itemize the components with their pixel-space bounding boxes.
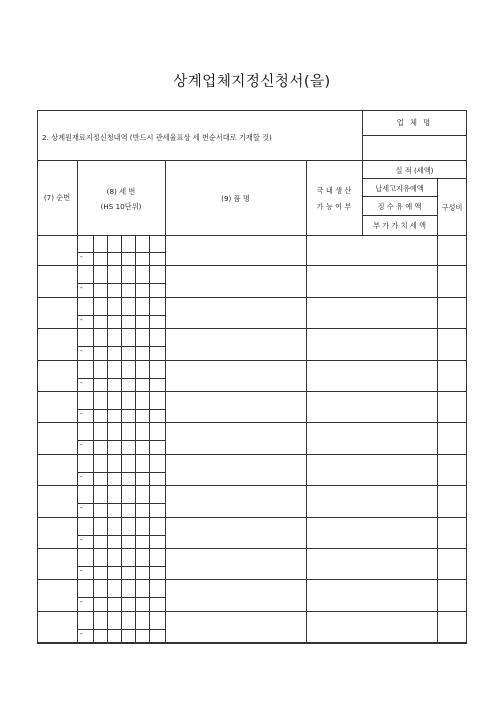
- row-separator: -: [80, 253, 83, 261]
- row-separator: -: [80, 410, 83, 418]
- table-row[interactable]: [37, 298, 467, 329]
- row-separator: -: [80, 472, 83, 481]
- table-row[interactable]: [37, 486, 467, 517]
- header-domestic-production-sub: 가 능 여 부: [316, 202, 352, 211]
- row-separator: -: [80, 315, 83, 324]
- table-row[interactable]: [37, 392, 467, 423]
- table-row[interactable]: [37, 580, 467, 611]
- header-tax-deferred: 납세고지유예액: [375, 184, 424, 193]
- table-row[interactable]: [37, 455, 467, 486]
- row-separator: -: [80, 567, 83, 575]
- row-separator: -: [80, 347, 83, 356]
- header-seq: (7) 순번: [43, 193, 71, 202]
- table-row[interactable]: [37, 266, 467, 297]
- table-row[interactable]: [37, 329, 467, 360]
- table-row[interactable]: [37, 423, 467, 454]
- row-separator: -: [80, 535, 83, 544]
- application-form-table: [37, 110, 467, 644]
- header-performance: 실 적 (세액): [395, 166, 434, 175]
- row-separator: -: [80, 378, 83, 387]
- row-separator: -: [80, 284, 83, 293]
- row-separator: -: [80, 504, 83, 513]
- table-row[interactable]: [37, 235, 467, 266]
- table-row[interactable]: [37, 518, 467, 549]
- header-vat: 부 가 가 치 세 액: [372, 221, 427, 230]
- company-name-label: 업 체 명: [396, 118, 433, 127]
- row-separator: -: [80, 441, 83, 450]
- table-row[interactable]: [37, 549, 467, 580]
- header-collection-deferred: 징 수 유 예 액: [377, 202, 422, 211]
- header-domestic-production: 국 내 생 산: [316, 186, 352, 195]
- row-separator: -: [80, 598, 83, 607]
- table-row[interactable]: [37, 361, 467, 392]
- table-row[interactable]: [37, 612, 467, 643]
- header-tariff-code: (8) 세 번: [106, 187, 136, 196]
- header-composition-ratio: 구성비: [441, 203, 463, 212]
- row-separator: -: [80, 629, 83, 638]
- header-tariff-code-sub: (HS 10단위): [100, 202, 142, 211]
- section-title: 2. 상계원재료지정신청내역 (반드시 관세율표상 세 번순서대로 기재할 것): [42, 133, 272, 142]
- header-item-name: (9) 품 명: [221, 194, 250, 203]
- form-title: 상계업체지정신청서(을): [173, 74, 331, 90]
